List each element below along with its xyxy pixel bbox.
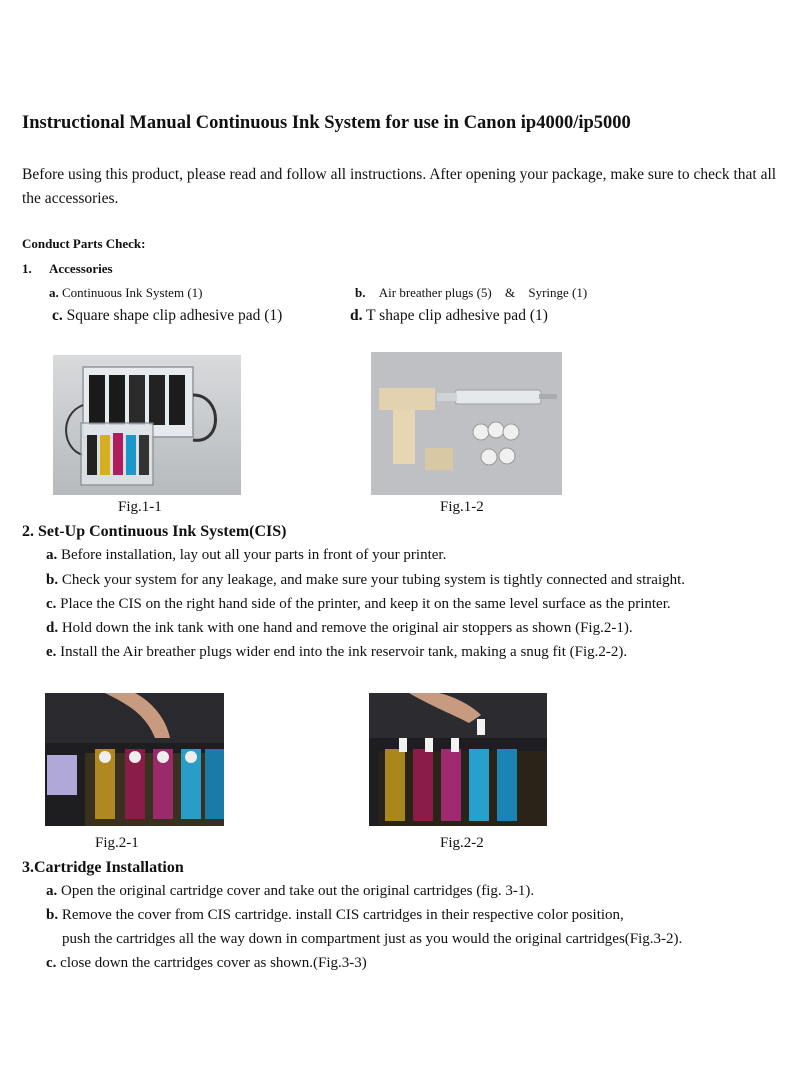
part-text: Syringe (1) — [528, 285, 588, 300]
step-text: close down the cartridges cover as shown.(Fig.3-3) — [60, 955, 367, 971]
parts-sub-number: 1. — [22, 261, 32, 276]
part-text: T shape clip adhesive pad (1) — [366, 307, 548, 324]
part-letter: b. — [355, 285, 366, 300]
setup-step-c — [46, 596, 671, 613]
step-letter: c. — [46, 955, 57, 971]
step-letter: c. — [46, 596, 57, 612]
part-text: Air breather plugs (5) — [378, 285, 492, 300]
cartridge-step-b-continued — [62, 931, 682, 948]
page-title: Instructional Manual Continuous Ink System for use in Canon ip4000/ip5000 — [22, 113, 631, 133]
intro-paragraph: Before using this product, please read and follow all instructions. After opening your package, make sure to check that all the accessories. — [22, 166, 777, 207]
part-letter: c. — [52, 307, 63, 324]
step-text: Place the CIS on the right hand side of the printer, and keep it on the same level surface as the printer. — [60, 596, 671, 612]
fig-1-1-caption: Fig.1-1 — [118, 499, 162, 515]
step-text: Before installation, lay out all your parts in front of your printer. — [61, 547, 447, 563]
setup-step-b — [46, 572, 685, 589]
parts-sub-title: Accessories — [49, 261, 113, 276]
step-text: Open the original cartridge cover and take out the original cartridges (fig. 3-1). — [61, 883, 535, 899]
part-ampersand: & — [504, 285, 516, 300]
step-text: Remove the cover from CIS cartridge. install CIS cartridges in their respective color position, — [61, 907, 624, 923]
part-text: Square shape clip adhesive pad (1) — [66, 307, 283, 324]
step-letter: b. — [46, 907, 59, 923]
cartridge-step-a — [46, 883, 534, 900]
step-text: push the cartridges all the way down in compartment just as you would the original cartridges(Fig.3-2). — [62, 931, 683, 947]
cartridge-step-c — [46, 955, 367, 972]
step-letter: b. — [46, 572, 59, 588]
accessories-photo — [371, 352, 562, 495]
parts-heading: Conduct Parts Check: — [22, 236, 146, 251]
step-letter: a. — [46, 883, 58, 899]
install-plugs-photo — [369, 693, 547, 826]
setup-heading: 2. Set-Up Continuous Ink System(CIS) — [22, 523, 287, 540]
step-letter: a. — [46, 547, 58, 563]
cartridge-step-b — [46, 907, 624, 924]
part-item-a — [49, 285, 202, 301]
part-letter: a. — [49, 285, 59, 300]
step-text: Hold down the ink tank with one hand and remove the original air stoppers as shown (Fig.2-1). — [61, 620, 633, 636]
fig-1-2-caption: Fig.1-2 — [440, 499, 484, 515]
step-letter: d. — [46, 620, 59, 636]
cis-photo — [53, 355, 241, 495]
setup-step-a — [46, 547, 446, 564]
step-text: Install the Air breather plugs wider end into the ink reservoir tank, making a snug fit (Fig.2-2). — [60, 644, 628, 660]
part-item-c — [52, 307, 282, 325]
fig-2-2-caption: Fig.2-2 — [440, 835, 484, 851]
part-item-b — [355, 285, 587, 301]
fig-2-1-caption: Fig.2-1 — [95, 835, 139, 851]
setup-step-e — [46, 644, 627, 661]
cartridge-heading: 3.Cartridge Installation — [22, 859, 184, 876]
part-item-d — [350, 307, 548, 325]
setup-step-d — [46, 620, 633, 637]
step-letter: e. — [46, 644, 57, 660]
part-text: Continuous Ink System (1) — [62, 285, 203, 300]
part-letter: d. — [350, 307, 363, 324]
remove-stoppers-photo — [45, 693, 224, 826]
step-text: Check your system for any leakage, and make sure your tubing system is tightly connected and straight. — [61, 572, 686, 588]
